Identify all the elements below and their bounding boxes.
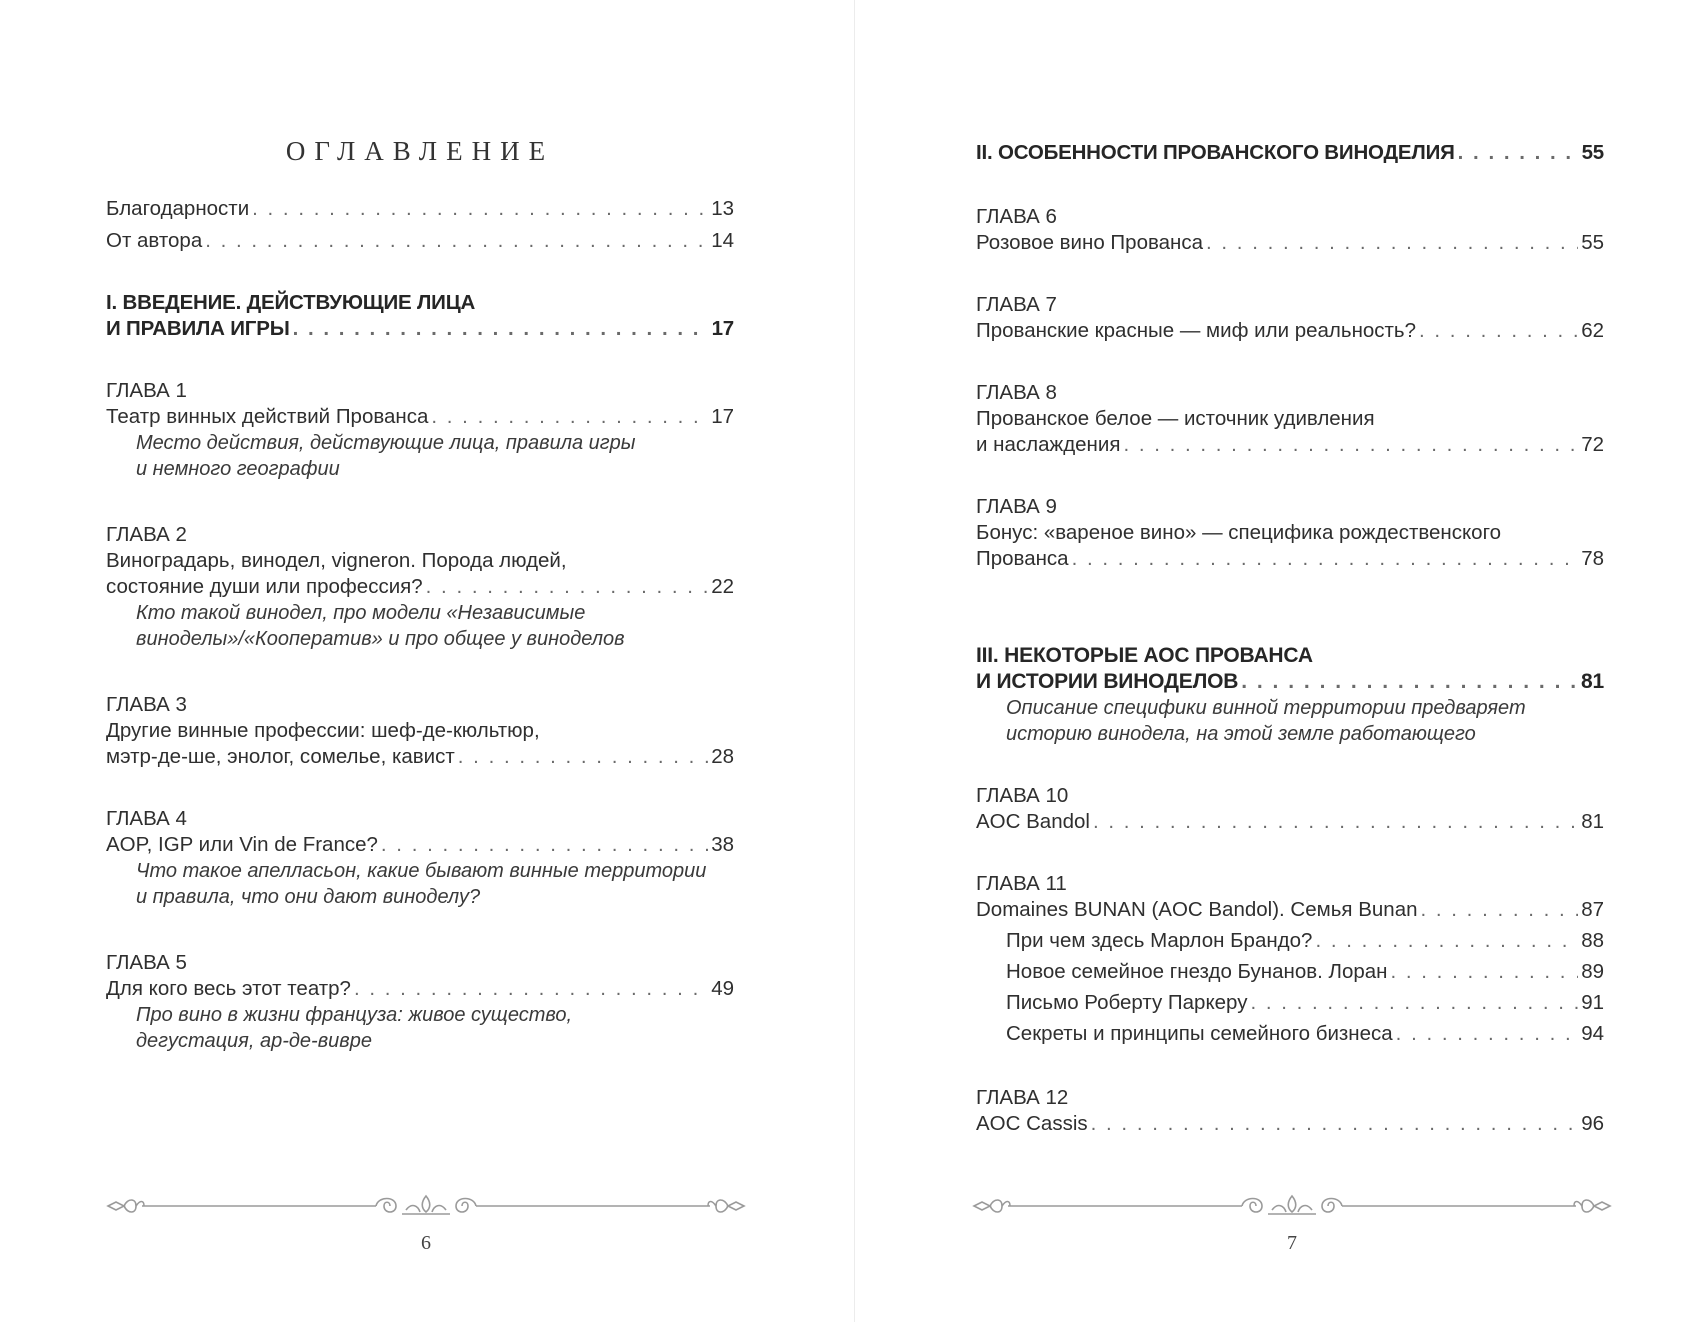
chapter-label: ГЛАВА 7	[976, 293, 1057, 316]
subentry-title: При чем здесь Марлон Брандо?	[1006, 929, 1313, 952]
chapter-description: дегустация, ар-де-вивре	[136, 1030, 372, 1052]
dot-leader	[1093, 809, 1578, 835]
toc-chapter-12[interactable]	[976, 1085, 1604, 1137]
chapter-title-line2: Прованса	[976, 547, 1069, 570]
toc-chapter-2[interactable]	[106, 522, 734, 652]
chapter-page: 38	[711, 833, 734, 856]
chapter-title-line2: и наслаждения	[976, 433, 1121, 456]
entry-page: 13	[711, 197, 734, 220]
section-title-line1: III. НЕКОТОРЫЕ АОС ПРОВАНСА	[976, 644, 1313, 667]
section-title: II. ОСОБЕННОСТИ ПРОВАНСКОГО ВИНОДЕЛИЯ	[976, 141, 1455, 164]
chapter-label: ГЛАВА 6	[976, 205, 1057, 228]
chapter-title: Для кого весь этот театр?	[106, 977, 351, 1000]
page-number: 6	[421, 1232, 431, 1254]
subentry-title: Письмо Роберту Паркеру	[1006, 991, 1248, 1014]
subentry-page: 89	[1581, 960, 1604, 983]
chapter-title: AOC Bandol	[976, 810, 1090, 833]
book-spine	[854, 0, 855, 1322]
chapter-title-line1: Виноградарь, винодел, vigneron. Порода людей,	[106, 549, 567, 572]
chapter-page: 96	[1581, 1112, 1604, 1135]
left-page	[106, 0, 734, 1322]
dot-leader	[1421, 897, 1579, 923]
dot-leader	[1315, 928, 1578, 954]
ornament-divider-icon	[106, 1192, 746, 1220]
toc-section-1[interactable]	[106, 290, 734, 342]
chapter-label: ГЛАВА 8	[976, 381, 1057, 404]
chapter-page: 78	[1581, 547, 1604, 570]
chapter-title: Розовое вино Прованса	[976, 231, 1204, 254]
chapter-title: AOP, IGP или Vin de France?	[106, 833, 378, 856]
toc-heading: ОГЛАВЛЕНИЕ	[285, 136, 555, 166]
chapter-title-line1: Прованское белое — источник удивления	[976, 407, 1375, 430]
chapter-title-line1: Другие винные профессии: шеф-де-кюльтюр,	[106, 719, 540, 742]
section-description: Описание специфики винной территории предваряет	[1006, 697, 1526, 719]
dot-leader	[381, 832, 708, 858]
right-page	[976, 0, 1604, 1322]
chapter-label: ГЛАВА 10	[976, 784, 1069, 807]
entry-title: От автора	[106, 229, 203, 252]
toc-chapter-10[interactable]	[976, 783, 1604, 835]
dot-leader	[205, 228, 708, 254]
chapter-description: Что такое апелласьон, какие бывают винные территории	[136, 860, 707, 882]
dot-leader	[1206, 230, 1578, 256]
toc-chapter-5[interactable]	[106, 950, 734, 1054]
section-description: историю винодела, на этой земле работающего	[1006, 723, 1476, 745]
chapter-title: Прованские красные — миф или реальность?	[976, 319, 1417, 342]
subentry[interactable]	[976, 1021, 1604, 1047]
toc-chapter-9[interactable]	[976, 494, 1604, 572]
dot-leader	[1458, 140, 1579, 166]
chapter-description: виноделы»/«Кооператив» и про общее у виноделов	[136, 628, 625, 650]
toc-entry-author[interactable]	[106, 228, 734, 254]
section-title-line2: И ПРАВИЛА ИГРЫ	[106, 317, 290, 340]
chapter-description: Место действия, действующие лица, правила игры	[136, 432, 636, 454]
toc-chapter-1[interactable]	[106, 378, 734, 482]
chapter-description: Про вино в жизни француза: живое существо,	[136, 1004, 573, 1026]
dot-leader	[1419, 318, 1578, 344]
chapter-title-line2: состояние души или профессия?	[106, 575, 423, 598]
chapter-page: 22	[711, 575, 734, 598]
ornament-divider-icon	[972, 1192, 1612, 1220]
dot-leader	[293, 316, 709, 342]
dot-leader	[1072, 546, 1579, 572]
chapter-label: ГЛАВА 12	[976, 1086, 1069, 1109]
chapter-page: 87	[1581, 898, 1604, 921]
chapter-label: ГЛАВА 11	[976, 872, 1067, 895]
toc-chapter-6[interactable]	[976, 204, 1604, 256]
subentry-title: Секреты и принципы семейного бизнеса	[1006, 1022, 1393, 1045]
dot-leader	[431, 404, 708, 430]
chapter-description: и правила, что они дают виноделу?	[136, 886, 481, 908]
chapter-label: ГЛАВА 4	[106, 807, 187, 830]
subentry-page: 94	[1581, 1022, 1604, 1045]
chapter-page: 28	[711, 745, 734, 768]
subentry-title: Новое семейное гнездо Бунанов. Лоран	[1006, 960, 1388, 983]
chapter-description: и немного географии	[136, 458, 340, 480]
toc-section-2[interactable]	[976, 140, 1604, 166]
entry-page: 14	[711, 229, 734, 252]
chapter-page: 72	[1581, 433, 1604, 456]
page-number: 7	[1287, 1232, 1297, 1254]
toc-chapter-11[interactable]	[976, 871, 1604, 1047]
toc-entry-acknowledgements[interactable]	[106, 196, 734, 222]
dot-leader	[1250, 990, 1578, 1016]
dot-leader	[252, 196, 708, 222]
subentry[interactable]	[976, 959, 1604, 985]
section-page: 55	[1581, 141, 1604, 164]
entry-title: Благодарности	[106, 197, 250, 220]
dot-leader	[1091, 1111, 1579, 1137]
section-title-line1: I. ВВЕДЕНИЕ. ДЕЙСТВУЮЩИЕ ЛИЦА	[106, 291, 476, 314]
subentry-page: 88	[1581, 929, 1604, 952]
chapter-page: 81	[1581, 810, 1604, 833]
chapter-title: Театр винных действий Прованса	[106, 405, 429, 428]
chapter-page: 17	[711, 405, 734, 428]
subentry[interactable]	[976, 928, 1604, 954]
chapter-title: AOC Cassis	[976, 1112, 1088, 1135]
chapter-label: ГЛАВА 1	[106, 379, 187, 402]
chapter-label: ГЛАВА 5	[106, 951, 187, 974]
toc-section-3[interactable]	[976, 643, 1604, 747]
toc-chapter-8[interactable]	[976, 380, 1604, 458]
subentry-page: 91	[1581, 991, 1604, 1014]
chapter-description: Кто такой винодел, про модели «Независимые	[136, 602, 586, 624]
chapter-title-line1: Бонус: «вареное вино» — специфика рождественского	[976, 521, 1502, 544]
chapter-title-line2: мэтр-де-ше, энолог, сомелье, кавист	[106, 745, 455, 768]
section-page: 17	[711, 317, 734, 340]
chapter-page: 62	[1581, 319, 1604, 342]
dot-leader	[354, 976, 708, 1002]
section-title-line2: И ИСТОРИИ ВИНОДЕЛОВ	[976, 670, 1239, 693]
toc-chapter-4[interactable]	[106, 806, 734, 910]
dot-leader	[1396, 1021, 1579, 1047]
chapter-label: ГЛАВА 9	[976, 495, 1057, 518]
dot-leader	[1123, 432, 1578, 458]
chapter-title: Domaines BUNAN (AOC Bandol). Семья Bunan	[976, 898, 1418, 921]
subentry[interactable]	[976, 990, 1604, 1016]
toc-chapter-7[interactable]	[976, 292, 1604, 344]
dot-leader	[1391, 959, 1579, 985]
toc-chapter-3[interactable]	[106, 692, 734, 770]
chapter-page: 49	[711, 977, 734, 1000]
dot-leader	[426, 574, 709, 600]
dot-leader	[458, 744, 708, 770]
chapter-label: ГЛАВА 3	[106, 693, 187, 716]
dot-leader	[1241, 669, 1578, 695]
section-page: 81	[1581, 670, 1604, 693]
chapter-label: ГЛАВА 2	[106, 523, 187, 546]
chapter-page: 55	[1581, 231, 1604, 254]
